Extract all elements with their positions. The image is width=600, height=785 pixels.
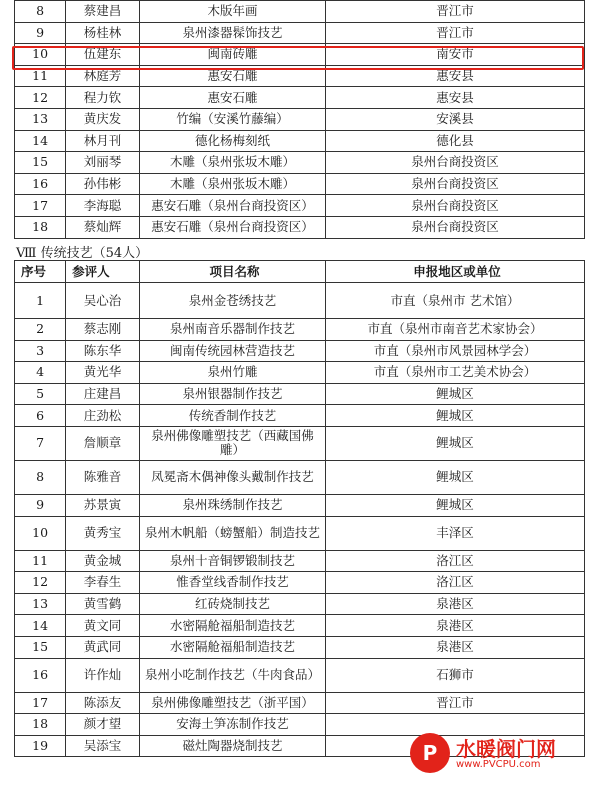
cell-region: 石狮市 (326, 658, 585, 692)
cell-no: 5 (15, 383, 66, 405)
cell-no: 16 (15, 658, 66, 692)
table-row (15, 130, 585, 152)
cell-region: 泉州台商投资区 (326, 195, 585, 217)
cell-no: 15 (15, 636, 66, 658)
cell-project: 泉州小吃制作技艺（牛肉食品） (139, 658, 325, 692)
cell-name: 黄武同 (66, 636, 140, 658)
cell-name: 黄文同 (66, 615, 140, 637)
cell-project: 惠安石雕 (139, 87, 325, 109)
cell-project: 闽南传统园林营造技艺 (139, 340, 325, 362)
cell-name: 庄建昌 (66, 383, 140, 405)
cell-region: 泉港区 (326, 636, 585, 658)
table-row (15, 22, 585, 44)
cell-project: 泉州金苍绣技艺 (139, 283, 325, 319)
cell-region: 市直（泉州市工艺美术协会） (326, 362, 585, 384)
cell-no: 17 (15, 692, 66, 714)
cell-project: 泉州漆器髹饰技艺 (139, 22, 325, 44)
cell-region: 鲤城区 (326, 494, 585, 516)
cell-no: 17 (15, 195, 66, 217)
cell-name: 黄秀宝 (66, 516, 140, 550)
cell-name: 林月刊 (66, 130, 140, 152)
cell-name: 杨桂林 (66, 22, 140, 44)
cell-project: 泉州南音乐器制作技艺 (139, 319, 325, 341)
cell-project: 惠安石雕（泉州台商投资区） (139, 216, 325, 238)
cell-name: 蔡灿辉 (66, 216, 140, 238)
cell-project: 泉州竹雕 (139, 362, 325, 384)
cell-region: 洛江区 (326, 550, 585, 572)
header-region: 申报地区或单位 (326, 261, 585, 283)
cell-name: 刘丽琴 (66, 152, 140, 174)
table-row (15, 87, 585, 109)
watermark (410, 729, 590, 779)
cell-name: 孙伟彬 (66, 173, 140, 195)
cell-no: 12 (15, 87, 66, 109)
cell-name: 庄劲松 (66, 405, 140, 427)
cell-region: 鲤城区 (326, 460, 585, 494)
cell-project: 凤冕斋木偶神像头戴制作技艺 (139, 460, 325, 494)
cell-name: 黄雪鹤 (66, 593, 140, 615)
cell-no: 12 (15, 572, 66, 594)
cell-project: 传统香制作技艺 (139, 405, 325, 427)
cell-region: 市直（泉州市南音艺术家协会） (326, 319, 585, 341)
table-row (15, 152, 585, 174)
header-project: 项目名称 (139, 261, 325, 283)
table-row (15, 692, 585, 714)
cell-no: 8 (15, 460, 66, 494)
cell-name: 李海聪 (66, 195, 140, 217)
cell-project: 惠安石雕（泉州台商投资区） (139, 195, 325, 217)
cell-no: 1 (15, 283, 66, 319)
cell-region: 洛江区 (326, 572, 585, 594)
header-row (15, 261, 585, 283)
table-row (15, 460, 585, 494)
cell-region: 晋江市 (326, 22, 585, 44)
watermark-logo-icon: P (410, 733, 450, 773)
watermark-url: www.PVCPU.com (456, 759, 541, 770)
table-row (15, 340, 585, 362)
cell-no: 13 (15, 593, 66, 615)
cell-region: 鲤城区 (326, 405, 585, 427)
cell-no: 13 (15, 108, 66, 130)
cell-no: 6 (15, 405, 66, 427)
cell-region: 安溪县 (326, 108, 585, 130)
cell-name: 林庭芳 (66, 65, 140, 87)
table-row (15, 362, 585, 384)
cell-project: 泉州珠绣制作技艺 (139, 494, 325, 516)
table-row (15, 1, 585, 23)
cell-region: 惠安县 (326, 87, 585, 109)
cell-no: 16 (15, 173, 66, 195)
cell-region: 泉港区 (326, 615, 585, 637)
table-row (15, 216, 585, 238)
table-row (15, 173, 585, 195)
table-row (15, 593, 585, 615)
section-title: Ⅷ 传统技艺（54人） (16, 246, 149, 261)
table-row (15, 108, 585, 130)
cell-project: 惠安石雕 (139, 65, 325, 87)
table-row (15, 405, 585, 427)
cell-no: 9 (15, 22, 66, 44)
cell-project: 泉州十音铜锣锻制技艺 (139, 550, 325, 572)
cell-no: 7 (15, 426, 66, 460)
cell-name: 陈东华 (66, 340, 140, 362)
table-row (15, 615, 585, 637)
table-row (15, 195, 585, 217)
table-row (15, 572, 585, 594)
cell-project: 泉州银器制作技艺 (139, 383, 325, 405)
cell-project: 惟香堂线香制作技艺 (139, 572, 325, 594)
cell-project: 水密隔舱福船制造技艺 (139, 636, 325, 658)
table-row (15, 516, 585, 550)
cell-project: 闽南砖雕 (139, 44, 325, 66)
table-row (15, 636, 585, 658)
cell-project: 竹编（安溪竹藤编） (139, 108, 325, 130)
cell-no: 19 (15, 735, 66, 757)
cell-project: 德化杨梅刻纸 (139, 130, 325, 152)
cell-project: 木雕（泉州张坂木雕） (139, 152, 325, 174)
cell-project: 泉州佛像雕塑技艺（浙平国） (139, 692, 325, 714)
cell-name: 李春生 (66, 572, 140, 594)
cell-region: 鲤城区 (326, 426, 585, 460)
table-row (15, 283, 585, 319)
cell-region: 晋江市 (326, 692, 585, 714)
cell-name: 陈雅音 (66, 460, 140, 494)
cell-no: 18 (15, 714, 66, 736)
cell-no: 2 (15, 319, 66, 341)
cell-region: 鲤城区 (326, 383, 585, 405)
cell-region: 泉州台商投资区 (326, 173, 585, 195)
watermark-text: 水暖阀门网 (456, 737, 556, 761)
cell-no: 8 (15, 1, 66, 23)
cell-project: 水密隔舱福船制造技艺 (139, 615, 325, 637)
cell-name: 詹顺章 (66, 426, 140, 460)
bottom-table (14, 260, 585, 757)
cell-no: 10 (15, 516, 66, 550)
cell-region: 南安市 (326, 44, 585, 66)
cell-name: 颜才望 (66, 714, 140, 736)
cell-region: 丰泽区 (326, 516, 585, 550)
cell-no: 11 (15, 65, 66, 87)
cell-project: 红砖烧制技艺 (139, 593, 325, 615)
cell-name: 许作灿 (66, 658, 140, 692)
cell-region: 德化县 (326, 130, 585, 152)
table-row (15, 383, 585, 405)
cell-no: 11 (15, 550, 66, 572)
table-row (15, 658, 585, 692)
cell-name: 苏景寅 (66, 494, 140, 516)
header-no: 序号 (15, 261, 66, 283)
cell-name: 黄光华 (66, 362, 140, 384)
cell-project: 木版年画 (139, 1, 325, 23)
cell-region: 惠安县 (326, 65, 585, 87)
table-row (15, 494, 585, 516)
cell-project: 泉州佛像雕塑技艺（西藏国佛雕） (139, 426, 325, 460)
cell-no: 10 (15, 44, 66, 66)
cell-no: 14 (15, 130, 66, 152)
table-row (15, 319, 585, 341)
cell-no: 3 (15, 340, 66, 362)
top-table (14, 0, 585, 239)
cell-project: 木雕（泉州张坂木雕） (139, 173, 325, 195)
header-name: 参评人 (66, 261, 140, 283)
cell-region: 泉州台商投资区 (326, 216, 585, 238)
cell-name: 陈添友 (66, 692, 140, 714)
cell-name: 蔡志刚 (66, 319, 140, 341)
cell-project: 泉州木帆船（螃蟹船）制造技艺 (139, 516, 325, 550)
table-row (15, 550, 585, 572)
cell-no: 4 (15, 362, 66, 384)
cell-name: 黄庆发 (66, 108, 140, 130)
cell-no: 9 (15, 494, 66, 516)
cell-region: 市直（泉州市 艺术馆） (326, 283, 585, 319)
cell-name: 吴心治 (66, 283, 140, 319)
cell-name: 伍建东 (66, 44, 140, 66)
cell-name: 吴添宝 (66, 735, 140, 757)
cell-no: 18 (15, 216, 66, 238)
cell-project: 安海土笋冻制作技艺 (139, 714, 325, 736)
cell-name: 蔡建昌 (66, 1, 140, 23)
table-row (15, 426, 585, 460)
cell-no: 15 (15, 152, 66, 174)
cell-region: 泉港区 (326, 593, 585, 615)
cell-name: 程力钦 (66, 87, 140, 109)
cell-name: 黄金城 (66, 550, 140, 572)
cell-project: 磁灶陶器烧制技艺 (139, 735, 325, 757)
cell-region: 泉州台商投资区 (326, 152, 585, 174)
cell-region: 市直（泉州市风景园林学会） (326, 340, 585, 362)
cell-region: 晋江市 (326, 1, 585, 23)
highlight-box (12, 46, 584, 70)
cell-no: 14 (15, 615, 66, 637)
